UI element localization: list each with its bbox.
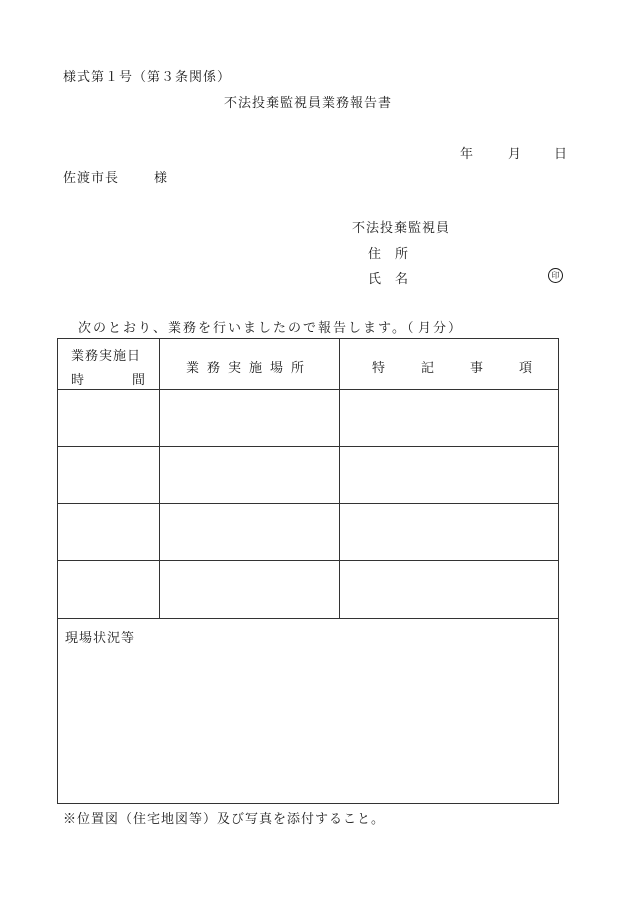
intro-month-suffix: 月分） (418, 321, 464, 336)
row-divider (58, 618, 558, 619)
name-label: 氏名 (368, 272, 423, 287)
header-date-line1: 業務実施日 (71, 349, 142, 364)
document-title: 不法投棄監視員業務報告書 (224, 96, 393, 111)
situation-label: 現場状況等 (65, 631, 136, 646)
intro-text: 次のとおり、業務を行いましたので報告します。（ (78, 321, 416, 336)
footer-note: ※位置図（住宅地図等）及び写真を添付すること。 (63, 812, 386, 827)
date-year-label: 年 (460, 147, 474, 162)
row-divider (58, 503, 558, 504)
header-time-char2: 間 (132, 373, 146, 388)
header-location: 業務実施場所 (186, 361, 313, 376)
report-table (57, 338, 569, 804)
header-time-char1: 時 (71, 373, 85, 388)
addressee-honorific: 様 (154, 171, 168, 186)
row-divider (58, 446, 558, 447)
row-divider (58, 389, 558, 390)
addressee-name: 佐渡市長 (63, 171, 120, 186)
form-number: 様式第１号（第３条関係） (63, 70, 232, 85)
address-label: 住所 (368, 247, 423, 262)
header-notes: 特記事項 (372, 361, 569, 376)
column-divider (339, 339, 340, 618)
date-day-label: 日 (554, 147, 568, 162)
reporter-title: 不法投棄監視員 (352, 221, 451, 236)
row-divider (58, 560, 558, 561)
date-month-label: 月 (508, 147, 522, 162)
column-divider (159, 339, 160, 618)
seal-mark: 印 (548, 268, 563, 283)
